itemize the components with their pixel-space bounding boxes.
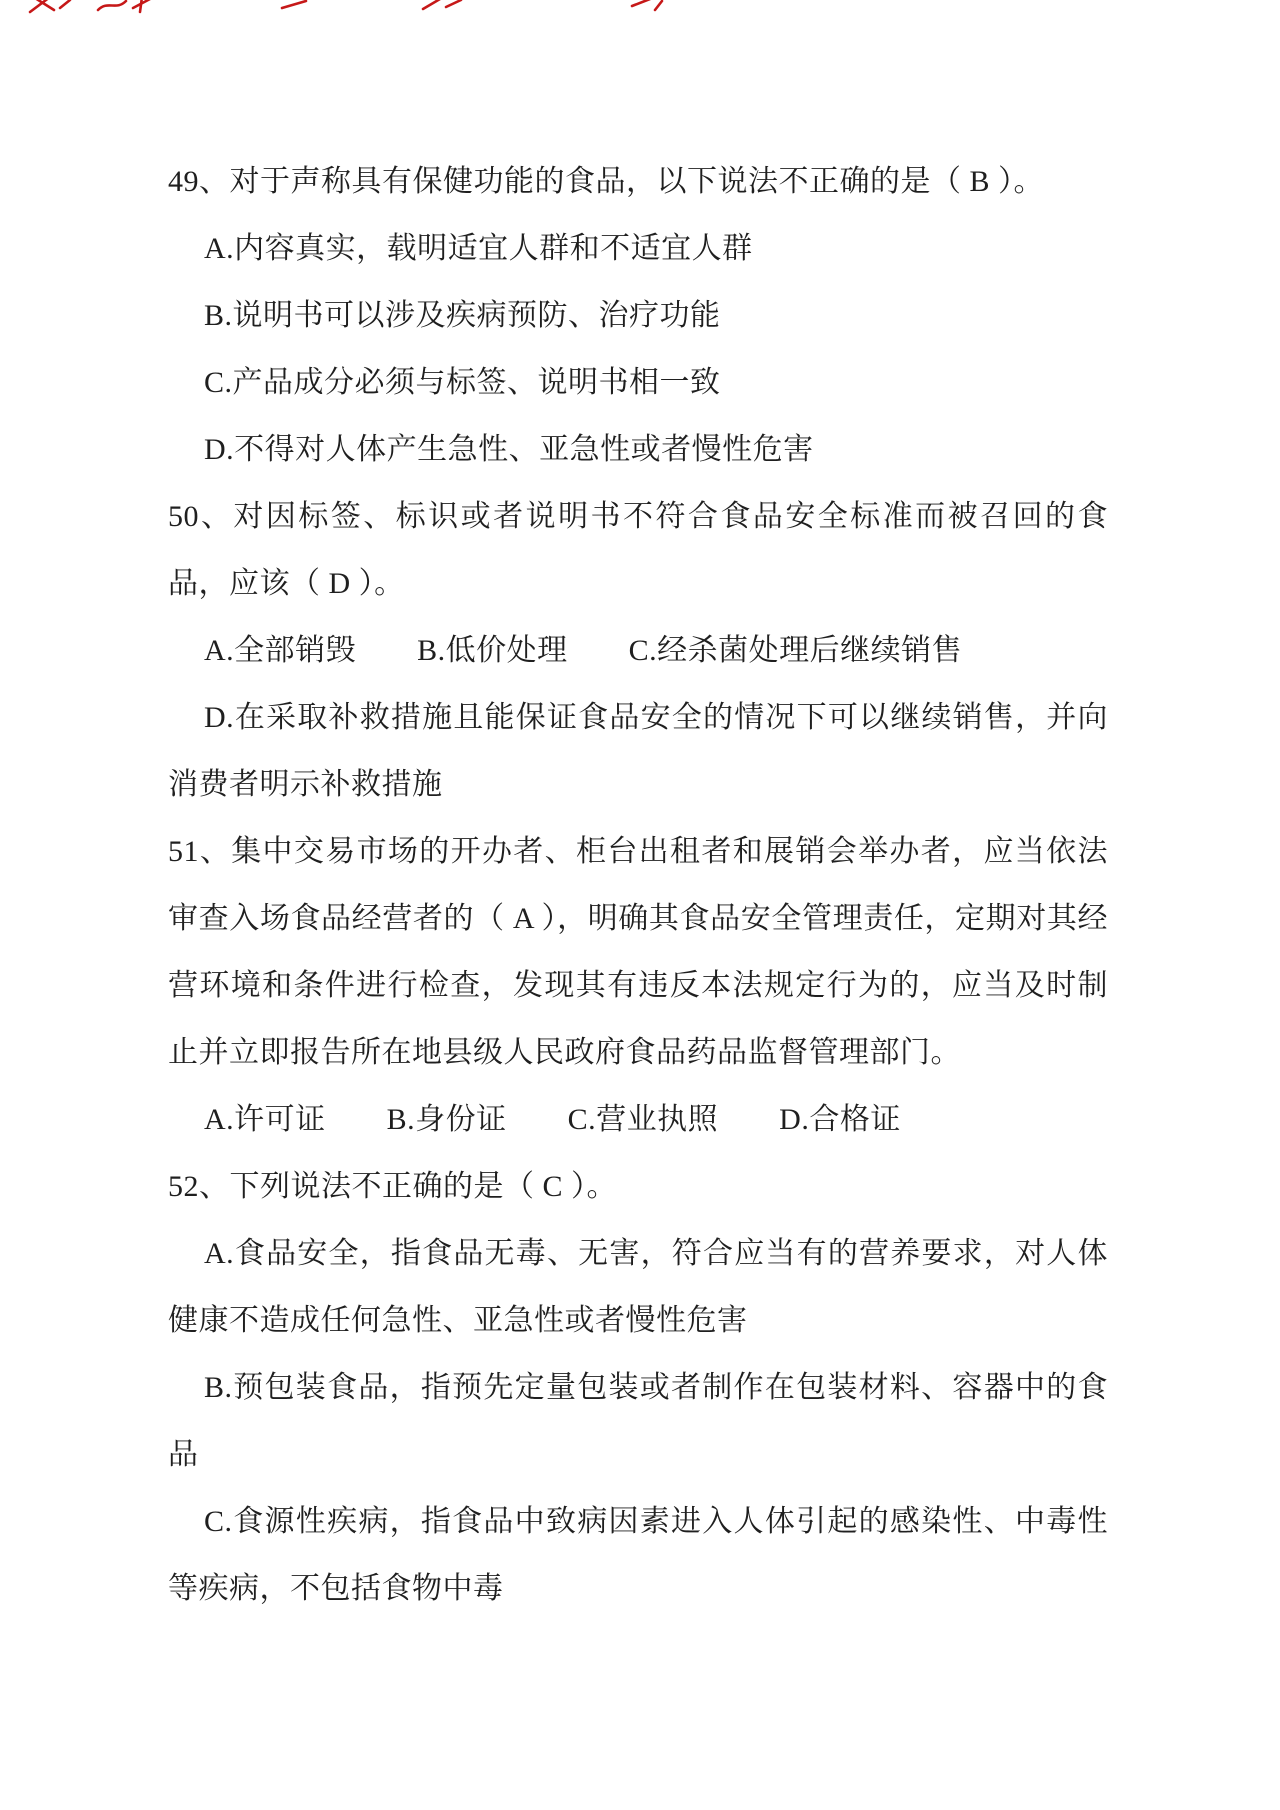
question-49-option-c: C.产品成分必须与标签、说明书相一致: [204, 366, 721, 399]
question-52-option-b: B.预包装食品，指预先定量包装或者制作在包装材料、容器中的食品: [168, 1371, 1108, 1471]
question-49-option-b: B.说明书可以涉及疾病预防、治疗功能: [204, 299, 721, 332]
question-52-option-a: A.食品安全，指食品无毒、无害，符合应当有的营养要求，对人体健康不造成任何急性、亚急性或者慢性危害: [168, 1237, 1108, 1337]
question-50-options-abc: A.全部销毁 B.低价处理 C.经杀菌处理后继续销售: [204, 634, 963, 667]
question-52-stem: 52、下列说法不正确的是（ C ）。: [168, 1170, 618, 1203]
question-50-option-d: D.在采取补救措施且能保证食品安全的情况下可以继续销售，并向消费者明示补救措施: [168, 701, 1108, 801]
question-51-stem: 51、集中交易市场的开办者、柜台出租者和展销会举办者，应当依法审查入场食品经营者的（ A ），明确其食品安全管理责任，定期对其经营环境和条件进行检查，发现其有违反本法规定行为的，应当及时制止并立即报告所在地县级人民政府食品药品监督管理部门。: [168, 835, 1108, 1069]
question-49-option-d: D.不得对人体产生急性、亚急性或者慢性危害: [204, 433, 814, 466]
question-49-stem: 49、对于声称具有保健功能的食品，以下说法不正确的是（ B ）。: [168, 165, 1045, 198]
question-52-option-c: C.食源性疾病，指食品中致病因素进入人体引起的感染性、中毒性等疾病，不包括食物中毒: [168, 1505, 1108, 1605]
question-50-stem: 50、对因标签、标识或者说明书不符合食品安全标准而被召回的食品，应该（ D ）。: [168, 500, 1108, 600]
question-list: [168, 0, 1108, 1622]
question-51-options-row: A.许可证 B.身份证 C.营业执照 D.合格证: [204, 1103, 901, 1136]
question-49-option-a: A.内容真实，载明适宜人群和不适宜人群: [204, 232, 753, 265]
